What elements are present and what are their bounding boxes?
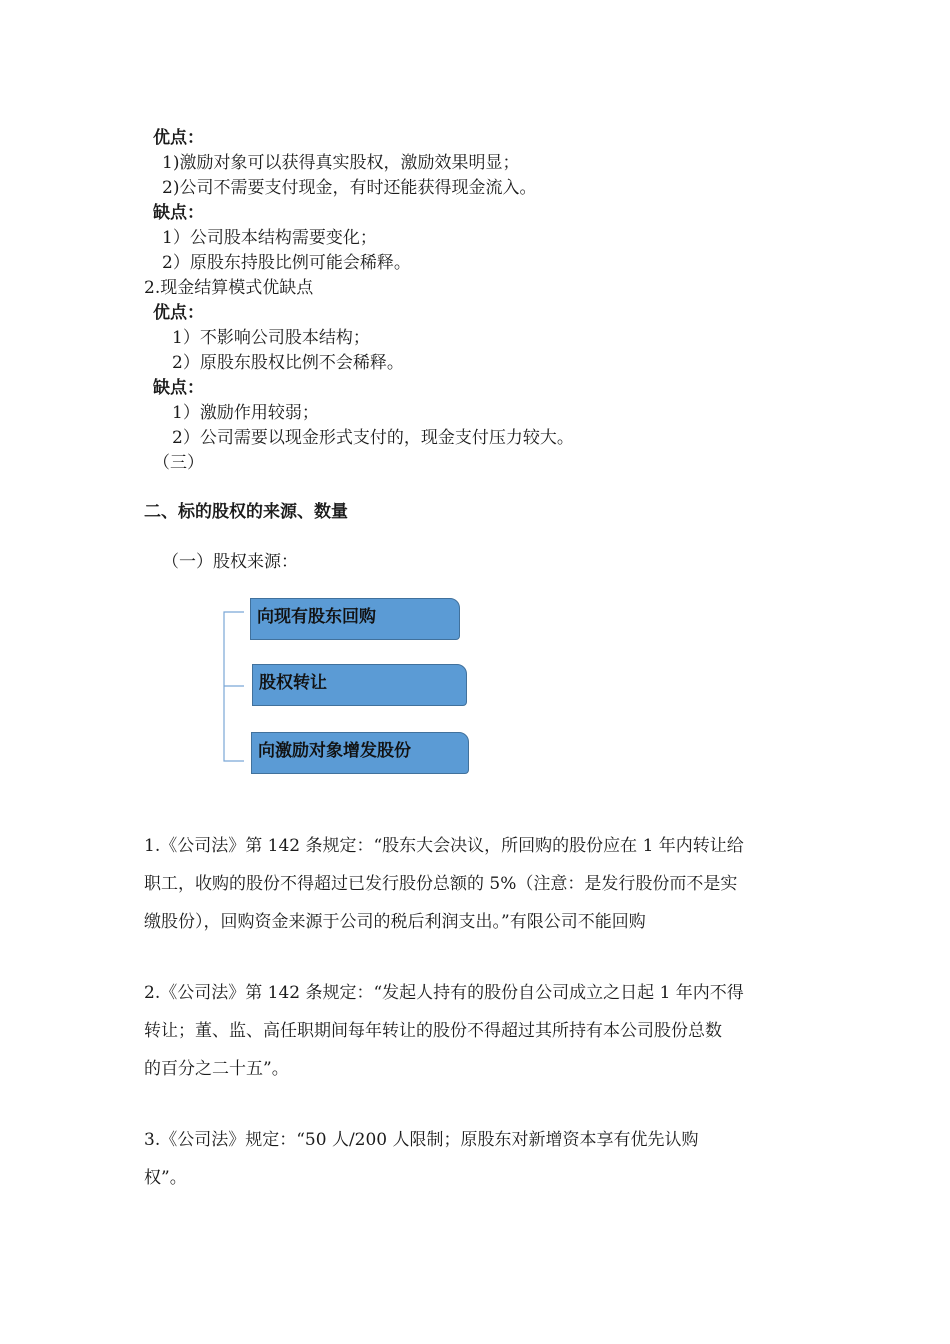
- cash-pros-label: 优点：: [153, 303, 204, 323]
- source-box-transfer: 股权转让: [252, 664, 467, 706]
- cash-con-1: 1）激励作用较弱；: [172, 403, 319, 423]
- equity-pro-2: 2)公司不需要支付现金，有时还能获得现金流入。: [162, 178, 537, 198]
- law-paragraph-1-line-1: 1.《公司法》第 142 条规定：“股东大会决议，所回购的股份应在 1 年内转让给: [144, 836, 744, 856]
- law-paragraph-2-line-3: 的百分之二十五”。: [144, 1059, 289, 1079]
- law-paragraph-1-line-3: 缴股份），回购资金来源于公司的税后利润支出。”有限公司不能回购: [144, 912, 646, 932]
- law-paragraph-3-line-2: 权”。: [144, 1168, 187, 1188]
- source-box-issuance: 向激励对象增发股份: [251, 732, 469, 774]
- equity-cons-label: 缺点：: [153, 203, 204, 223]
- cash-pro-1: 1）不影响公司股本结构；: [172, 328, 370, 348]
- source-box-buyback: 向现有股东回购: [250, 598, 460, 640]
- law-paragraph-1-line-2: 职工，收购的股份不得超过已发行股份总额的 5%（注意：是发行股份而不是实: [144, 874, 738, 894]
- law-paragraph-2: [144, 974, 809, 1088]
- law-paragraph-1: [144, 827, 809, 941]
- equity-pros-label: 优点：: [153, 128, 204, 148]
- equity-con-1: 1）公司股本结构需要变化；: [162, 228, 377, 248]
- equity-pro-1: 1)激励对象可以获得真实股权，激励效果明显；: [162, 153, 520, 173]
- sub-heading: （一）股权来源：: [162, 552, 298, 572]
- law-paragraph-3-line-1: 3.《公司法》规定：“50 人/200 人限制；原股东对新增资本享有优先认购: [144, 1130, 699, 1150]
- law-paragraph-2-line-2: 转让；董、监、高任职期间每年转让的股份不得超过其所持有本公司股份总数: [144, 1021, 722, 1041]
- bracket-line: [224, 612, 244, 761]
- equity-con-2: 2）原股东持股比例可能会稀释。: [162, 253, 411, 273]
- section-heading: 二、标的股权的来源、数量: [144, 502, 348, 522]
- law-paragraph-3: [144, 1121, 809, 1197]
- cash-con-2: 2）公司需要以现金形式支付的，现金支付压力较大。: [172, 428, 574, 448]
- cash-pro-2: 2）原股东股权比例不会稀释。: [172, 353, 404, 373]
- section-3-marker: （三）: [153, 453, 204, 473]
- law-paragraph-2-line-1: 2.《公司法》第 142 条规定：“发起人持有的股份自公司成立之日起 1 年内不得: [144, 983, 744, 1003]
- cash-cons-label: 缺点：: [153, 378, 204, 398]
- cash-mode-title: 2.现金结算模式优缺点: [144, 278, 314, 298]
